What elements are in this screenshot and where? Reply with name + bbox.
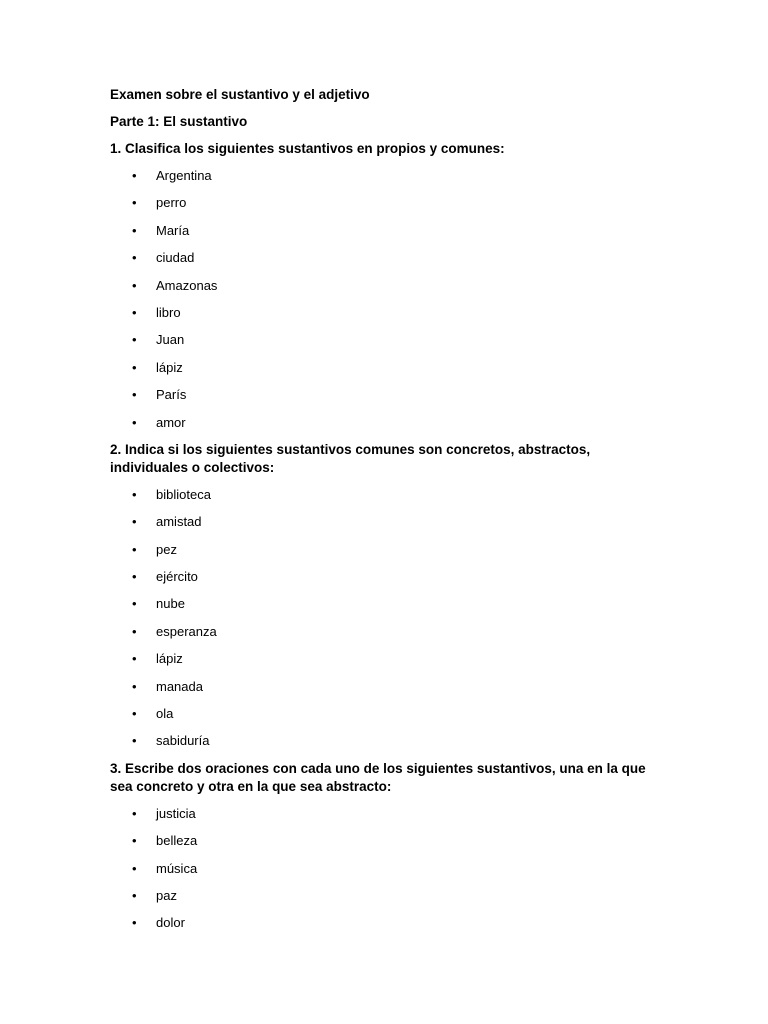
list-item: • esperanza	[132, 623, 217, 639]
list-item: • libro	[132, 304, 181, 320]
list-item: • sabiduría	[132, 733, 210, 749]
question-3-heading: 3. Escribe dos oraciones con cada uno de los siguientes sustantivos, una en la que sea concreto y otra en la que sea abstracto:	[110, 760, 646, 794]
list-item: • paz	[132, 887, 177, 903]
bullet-icon: •	[132, 833, 137, 849]
list-item: • ola	[132, 706, 174, 722]
list-item: • ejército	[132, 569, 198, 585]
bullet-icon: •	[132, 168, 137, 183]
document-title: Examen sobre el sustantivo y el adjetivo	[110, 87, 370, 102]
list-item: • manada	[132, 678, 203, 694]
question-2-list	[110, 486, 650, 751]
bullet-icon: •	[132, 706, 137, 722]
list-item: • pez	[132, 541, 177, 557]
bullet-icon: •	[132, 277, 137, 293]
bullet-icon: •	[132, 860, 137, 876]
bullet-icon: •	[132, 414, 137, 430]
bullet-icon: •	[132, 359, 137, 375]
bullet-icon: •	[132, 514, 137, 530]
bullet-icon: •	[132, 569, 137, 585]
list-item: • perro	[132, 195, 187, 211]
bullet-icon: •	[132, 486, 137, 502]
list-item: • Amazonas	[132, 277, 218, 293]
list-item: • ciudad	[132, 250, 195, 266]
list-item: • lápiz	[132, 651, 183, 667]
list-item: • música	[132, 860, 198, 876]
bullet-icon: •	[132, 541, 137, 557]
bullet-icon: •	[132, 733, 137, 749]
question-1-heading: 1. Clasifica los siguientes sustantivos en propios y comunes:	[110, 141, 505, 156]
bullet-icon: •	[132, 387, 137, 403]
bullet-icon: •	[132, 887, 137, 903]
list-item: • justicia	[132, 805, 196, 821]
list-item: • amor	[132, 414, 186, 430]
list-item: • lápiz	[132, 359, 183, 375]
bullet-icon: •	[132, 304, 137, 320]
list-item: • amistad	[132, 514, 202, 530]
list-item: • Juan	[132, 332, 185, 348]
question-1-list	[110, 167, 650, 432]
bullet-icon: •	[132, 250, 137, 266]
bullet-icon: •	[132, 222, 137, 238]
bullet-icon: •	[132, 805, 137, 821]
list-item: • París	[132, 387, 187, 403]
document-body	[110, 86, 650, 942]
question-2-heading: 2. Indica si los siguientes sustantivos comunes son concretos, abstractos, individuales o colectivos:	[110, 441, 591, 475]
bullet-icon: •	[132, 195, 137, 211]
bullet-icon: •	[132, 678, 137, 694]
question-3-list	[110, 805, 650, 933]
list-item: • dolor	[132, 915, 185, 931]
bullet-icon: •	[132, 332, 137, 348]
bullet-icon: •	[132, 915, 137, 931]
list-item: • nube	[132, 596, 185, 612]
bullet-icon: •	[132, 596, 137, 612]
section-heading-part-1: Parte 1: El sustantivo	[110, 114, 248, 129]
bullet-icon: •	[132, 623, 137, 639]
list-item: • Argentina	[132, 168, 212, 183]
list-item: • María	[132, 222, 190, 238]
bullet-icon: •	[132, 651, 137, 667]
list-item: • biblioteca	[132, 486, 211, 502]
list-item: • belleza	[132, 833, 198, 849]
